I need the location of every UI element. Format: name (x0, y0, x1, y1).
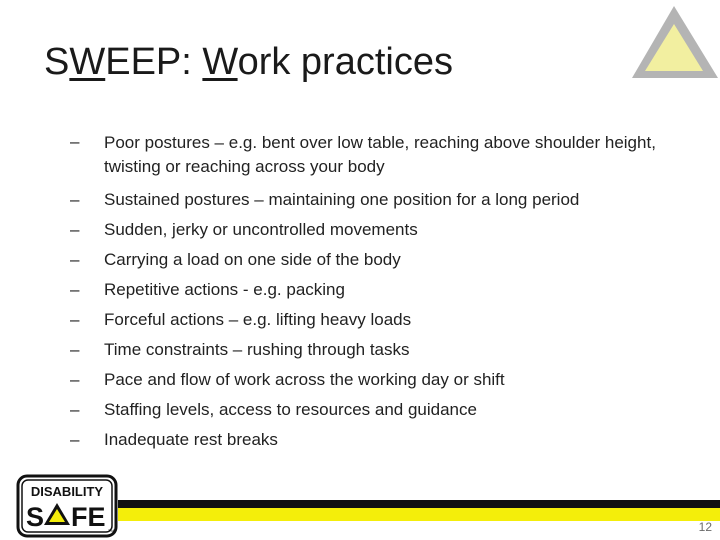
footer-band-yellow (118, 508, 720, 521)
logo-text-s: S (26, 502, 45, 532)
list-item: – Repetitive actions - e.g. packing (100, 275, 690, 305)
page-number: 12 (698, 520, 712, 534)
slide-title (44, 42, 453, 84)
list-item: – Staffing levels, access to resources and guidance (100, 395, 690, 425)
logo-text-fe: FE (71, 502, 106, 532)
logo-trademark: TM (108, 528, 114, 533)
list-item: – Sustained postures – maintaining one position for a long period (100, 185, 690, 215)
disability-safe-logo (16, 474, 120, 538)
title-part-w-underlined-2: W (202, 41, 238, 83)
list-item: – Forceful actions – e.g. lifting heavy loads (100, 305, 690, 335)
list-item: – Pace and flow of work across the working day or shift (100, 365, 690, 395)
footer-band-black (118, 500, 720, 508)
list-item: – Poor postures – e.g. bent over low table, reaching above shoulder height, twisting or reaching across your body (100, 130, 690, 179)
warning-triangle-icon (630, 2, 720, 82)
logo-text-disability: DISABILITY (30, 484, 104, 499)
title-part-s: S (44, 41, 70, 83)
bullet-list (100, 130, 690, 455)
list-item: – Inadequate rest breaks (100, 425, 690, 455)
list-item: – Sudden, jerky or uncontrolled movements (100, 215, 690, 245)
title-part-ork-practices: ork practices (237, 41, 453, 83)
title-part-eep: EEP: (105, 41, 203, 83)
title-part-w-underlined: W (69, 41, 106, 83)
list-item: – Time constraints – rushing through tasks (100, 335, 690, 365)
list-item: – Carrying a load on one side of the body (100, 245, 690, 275)
